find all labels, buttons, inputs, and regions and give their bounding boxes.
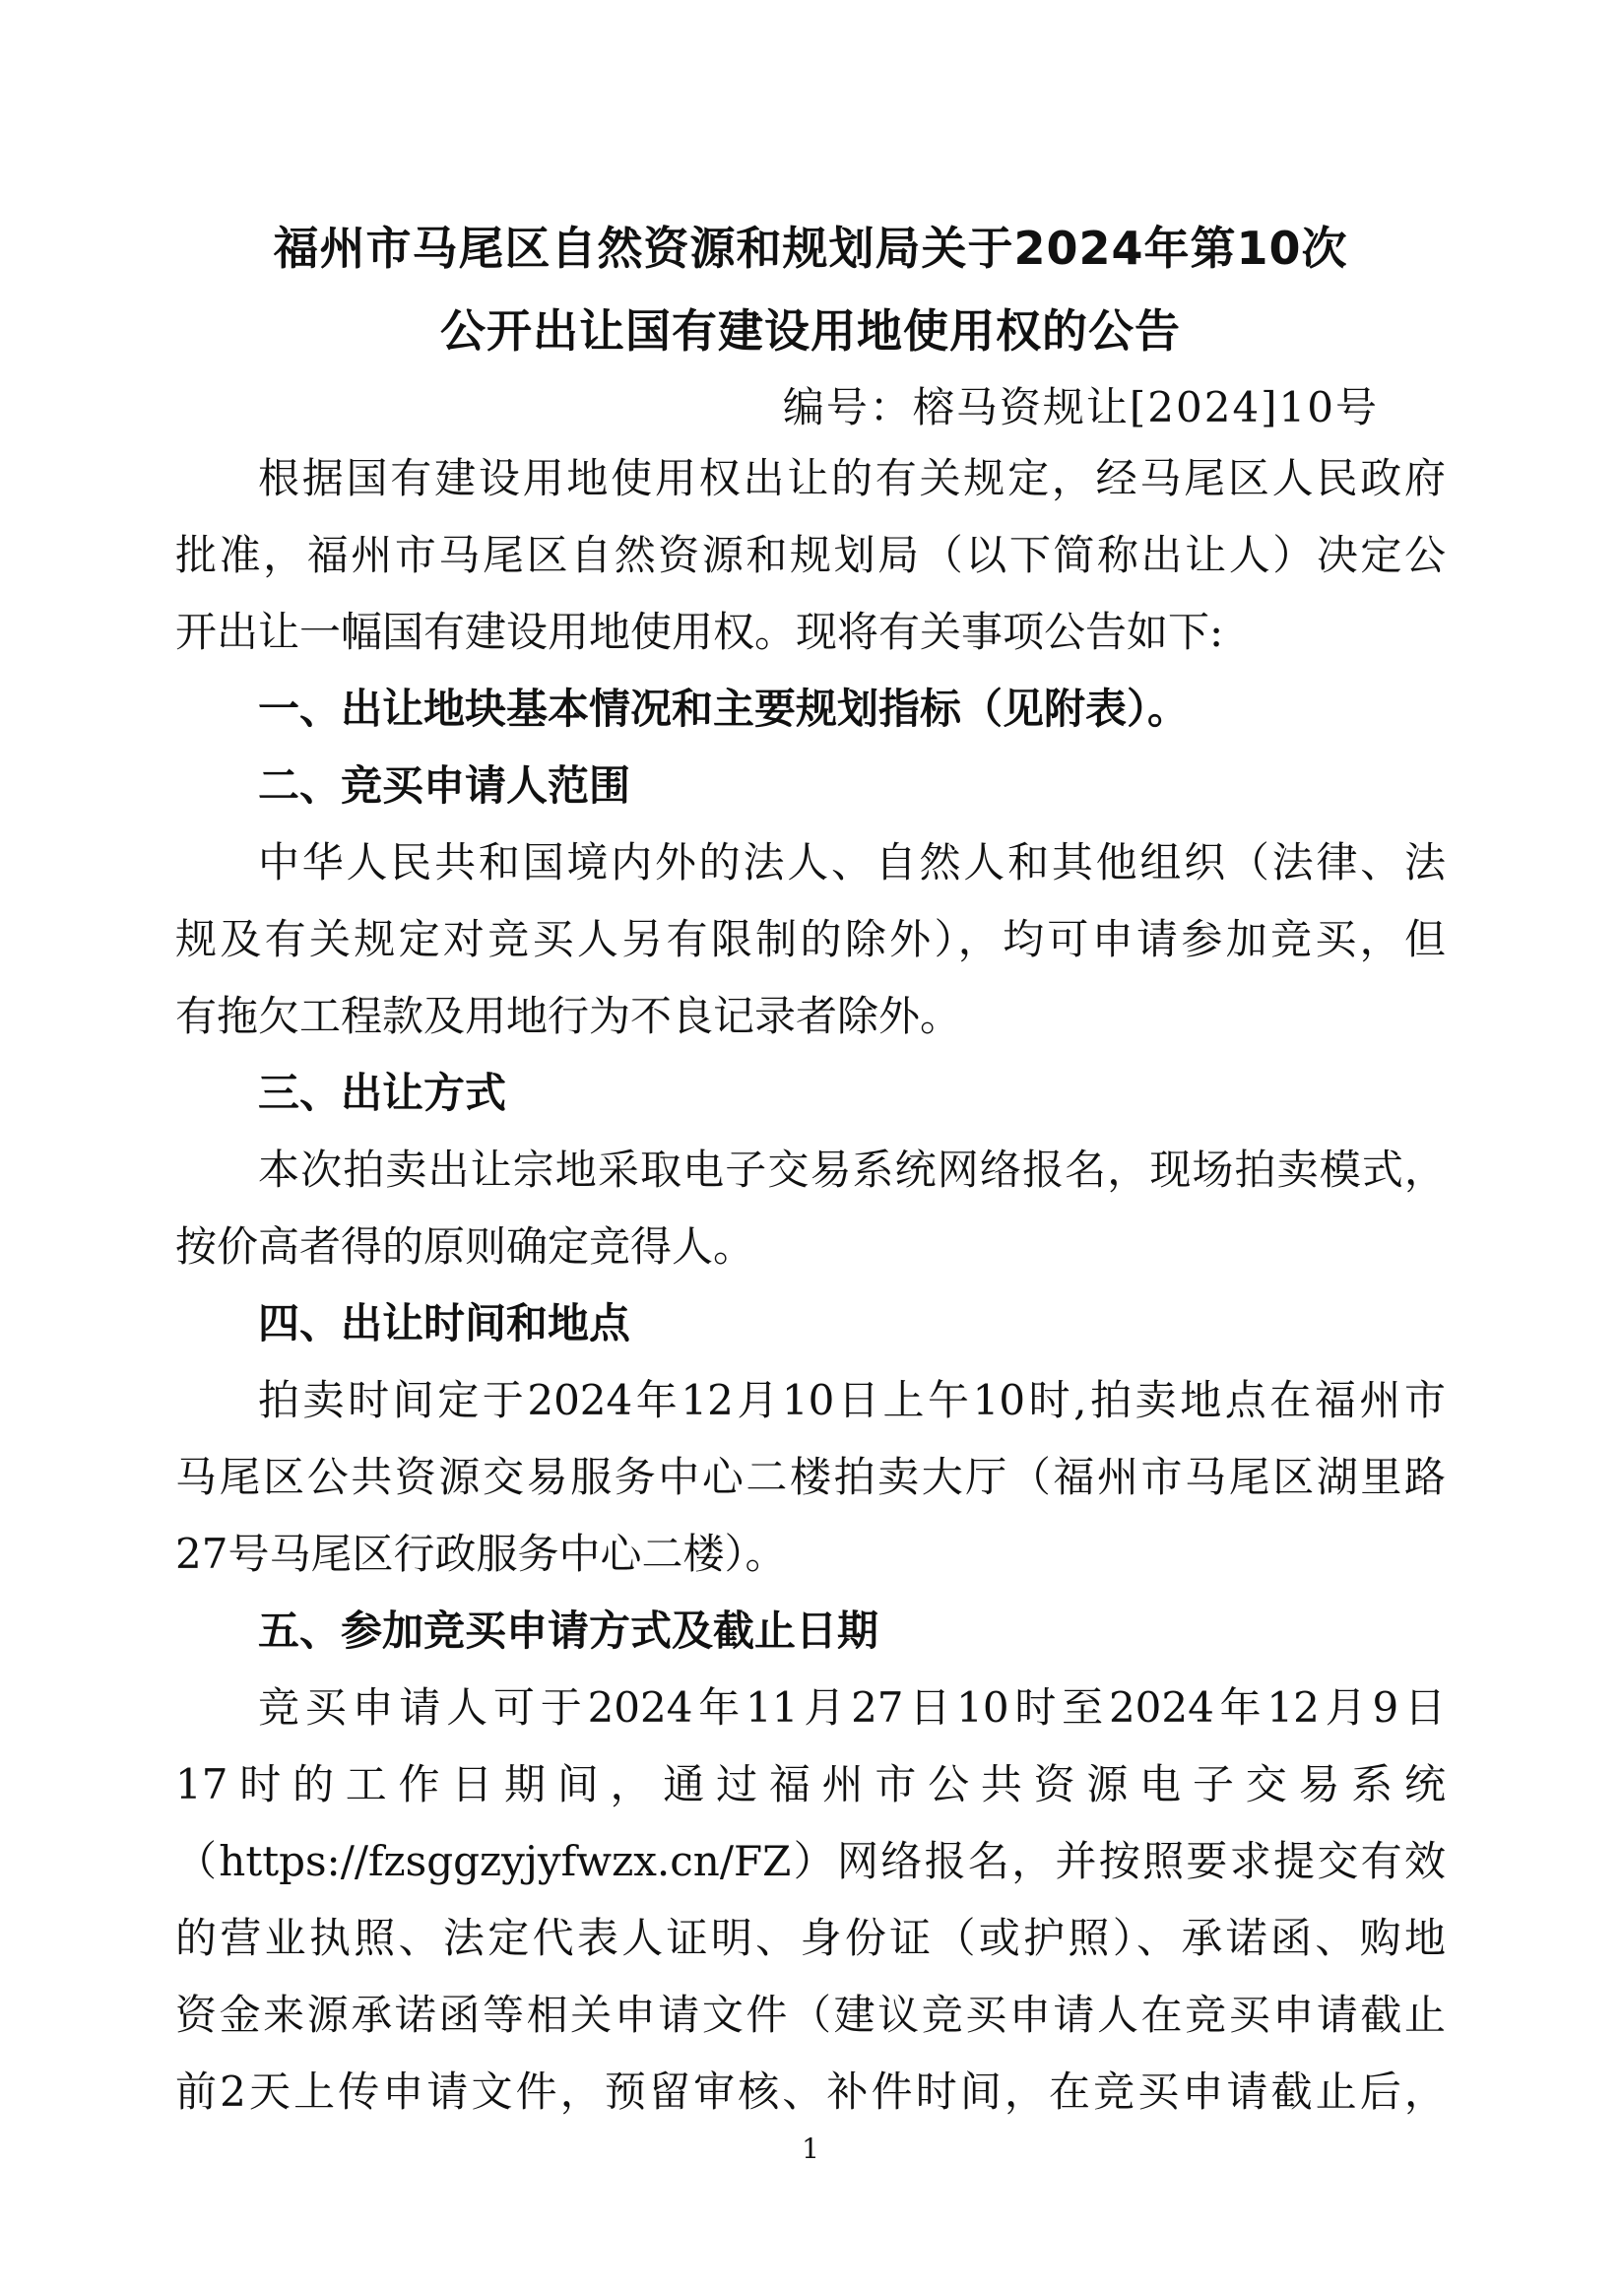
section-4-line-2: 马尾区公共资源交易服务中心二楼拍卖大厅（福州市马尾区湖里路 (175, 1453, 1446, 1501)
section-3-line-2: 按价高者得的原则确定竞得人。 (175, 1222, 755, 1271)
page-number: 1 (802, 2132, 819, 2165)
section-4-heading: 四、出让时间和地点 (258, 1299, 631, 1347)
section-5-heading: 五、参加竞买申请方式及截止日期 (258, 1607, 879, 1655)
section-3-line-1: 本次拍卖出让宗地采取电子交易系统网络报名，现场拍卖模式， (258, 1146, 1446, 1194)
section-4-line-1: 拍卖时间定于2024年12月10日上午10时,拍卖地点在福州市 (258, 1376, 1446, 1424)
section-2-line-2: 规及有关规定对竞买人另有限制的除外），均可申请参加竞买，但 (175, 915, 1446, 963)
document-title-line-1: 福州市马尾区自然资源和规划局关于2024年第10次 (273, 222, 1348, 275)
section-2-line-1: 中华人民共和国境内外的法人、自然人和其他组织（法律、法 (258, 838, 1446, 886)
section-3-heading: 三、出让方式 (258, 1069, 507, 1117)
section-2-heading: 二、竞买申请人范围 (258, 761, 631, 810)
section-5-line-6: 前2天上传申请文件，预留审核、补件时间，在竞买申请截止后， (175, 2067, 1446, 2116)
section-5-line-5: 资金来源承诺函等相关申请文件（建议竞买申请人在竞买申请截止 (175, 1991, 1446, 2039)
section-5-line-4: 的营业执照、法定代表人证明、身份证（或护照）、承诺函、购地 (175, 1914, 1446, 1962)
intro-line-3: 开出让一幅国有建设用地使用权。现将有关事项公告如下: (175, 608, 1224, 656)
section-5-line-1: 竞买申请人可于2024年11月27日10时至2024年12月9日 (258, 1683, 1446, 1732)
section-5-line-3: （https://fzsggzyjyfwzx.cn/FZ）网络报名，并按照要求提交有效 (175, 1837, 1446, 1885)
section-5-line-2: 17时的工作日期间，通过福州市公共资源电子交易系统 (175, 1760, 1446, 1808)
document-title-line-2: 公开出让国有建设用地使用权的公告 (440, 304, 1181, 358)
intro-line-2: 批准，福州市马尾区自然资源和规划局（以下简称出让人）决定公 (175, 531, 1446, 579)
section-1-heading: 一、出让地块基本情况和主要规划指标（见附表）。 (258, 685, 1190, 733)
document-number: 编号：榕马资规让[2024]10号 (782, 383, 1379, 431)
section-2-line-3: 有拖欠工程款及用地行为不良记录者除外。 (175, 992, 962, 1040)
intro-line-1: 根据国有建设用地使用权出让的有关规定，经马尾区人民政府 (258, 454, 1446, 502)
section-4-line-3: 27号马尾区行政服务中心二楼）。 (175, 1530, 787, 1578)
